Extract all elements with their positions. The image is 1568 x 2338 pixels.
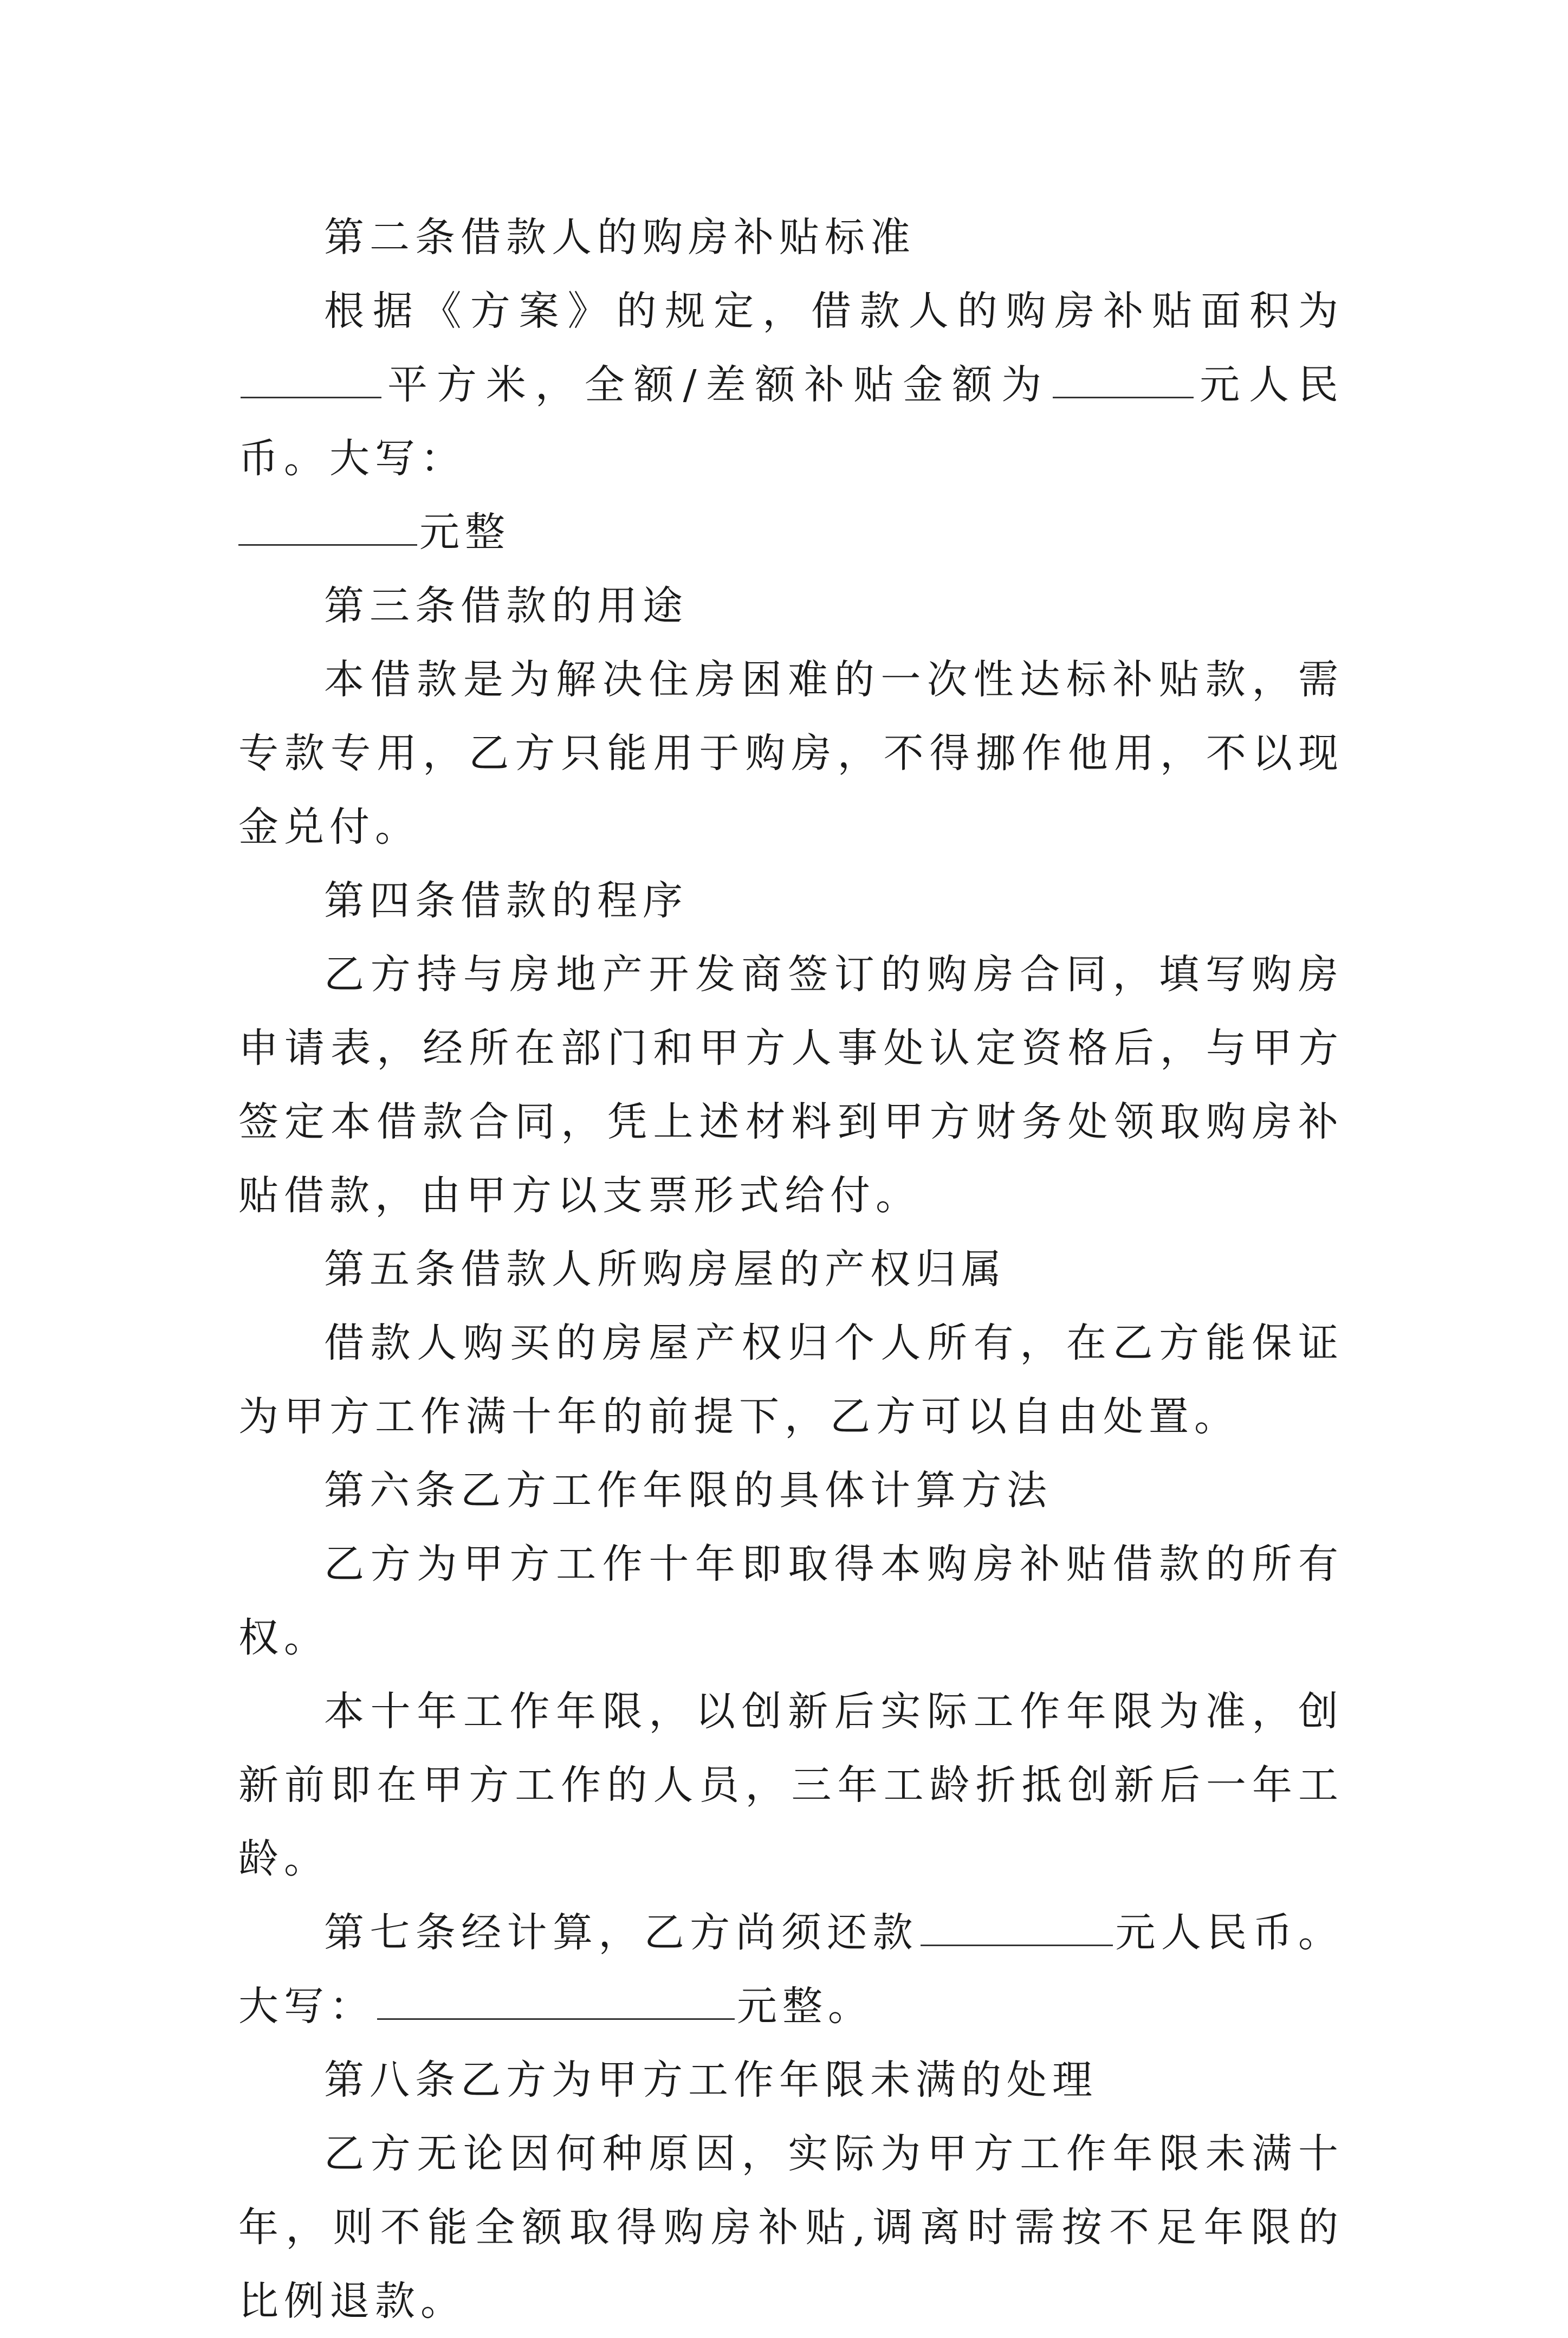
article-2-text-3: 元人民币。大写： xyxy=(238,361,1344,482)
amount-blank xyxy=(1053,359,1194,398)
repay-amount-blank xyxy=(921,1907,1113,1946)
repay-words-blank xyxy=(377,1980,735,2020)
article-6-paragraph-2: 本十年工作年限，以创新后实际工作年限为准，创新前即在甲方工作的人员，三年工龄折抵创新后一年工龄。 xyxy=(238,1688,1344,1882)
article-8-paragraph: 乙方无论因何种原因，实际为甲方工作年限未满十年，则不能全额取得购房补贴,调离时需按不足年限的比例退款。 xyxy=(238,2130,1344,2324)
article-8-title: 第八条乙方为甲方工作年限未满的处理 xyxy=(324,2057,1098,2103)
article-7-text-2: 元人民币。大写： xyxy=(238,1909,1344,2030)
document-page xyxy=(238,201,1344,2338)
article-4-title: 第四条借款的程序 xyxy=(324,877,688,924)
article-2-text-4: 元整 xyxy=(419,509,510,556)
article-2-title: 第二条借款人的购房补贴标准 xyxy=(324,214,916,261)
article-5-paragraph: 借款人购买的房屋产权归个人所有，在乙方能保证为甲方工作满十年的前提下，乙方可以自由处置。 xyxy=(238,1320,1344,1440)
article-6-title: 第六条乙方工作年限的具体计算方法 xyxy=(324,1467,1052,1514)
article-5-title: 第五条借款人所购房屋的产权归属 xyxy=(324,1246,1007,1293)
amount-words-blank xyxy=(238,506,417,546)
article-2-text-2: 平方米，全额/差额补贴金额为 xyxy=(384,361,1051,408)
article-3-paragraph: 本借款是为解决住房困难的一次性达标补贴款，需专款专用，乙方只能用于购房，不得挪作他用，不以现金兑付。 xyxy=(238,656,1344,850)
article-2-text-1: 根据《方案》的规定，借款人的购房补贴面积为 xyxy=(324,288,1344,334)
article-4-paragraph: 乙方持与房地产开发商签订的购房合同，填写购房申请表，经所在部门和甲方人事处认定资格后，与甲方签定本借款合同，凭上述材料到甲方财务处领取购房补贴借款，由甲方以支票形式给付。 xyxy=(238,951,1344,1219)
article-7-text-3: 元整。 xyxy=(737,1983,873,2030)
article-3-title: 第三条借款的用途 xyxy=(324,583,688,629)
article-2-paragraph xyxy=(238,274,1344,569)
article-7-paragraph xyxy=(238,1896,1344,2043)
article-7-text-1: 第七条经计算，乙方尚须还款 xyxy=(324,1909,919,1956)
article-6-paragraph-1: 乙方为甲方工作十年即取得本购房补贴借款的所有权。 xyxy=(238,1541,1344,1661)
area-blank xyxy=(241,359,381,398)
